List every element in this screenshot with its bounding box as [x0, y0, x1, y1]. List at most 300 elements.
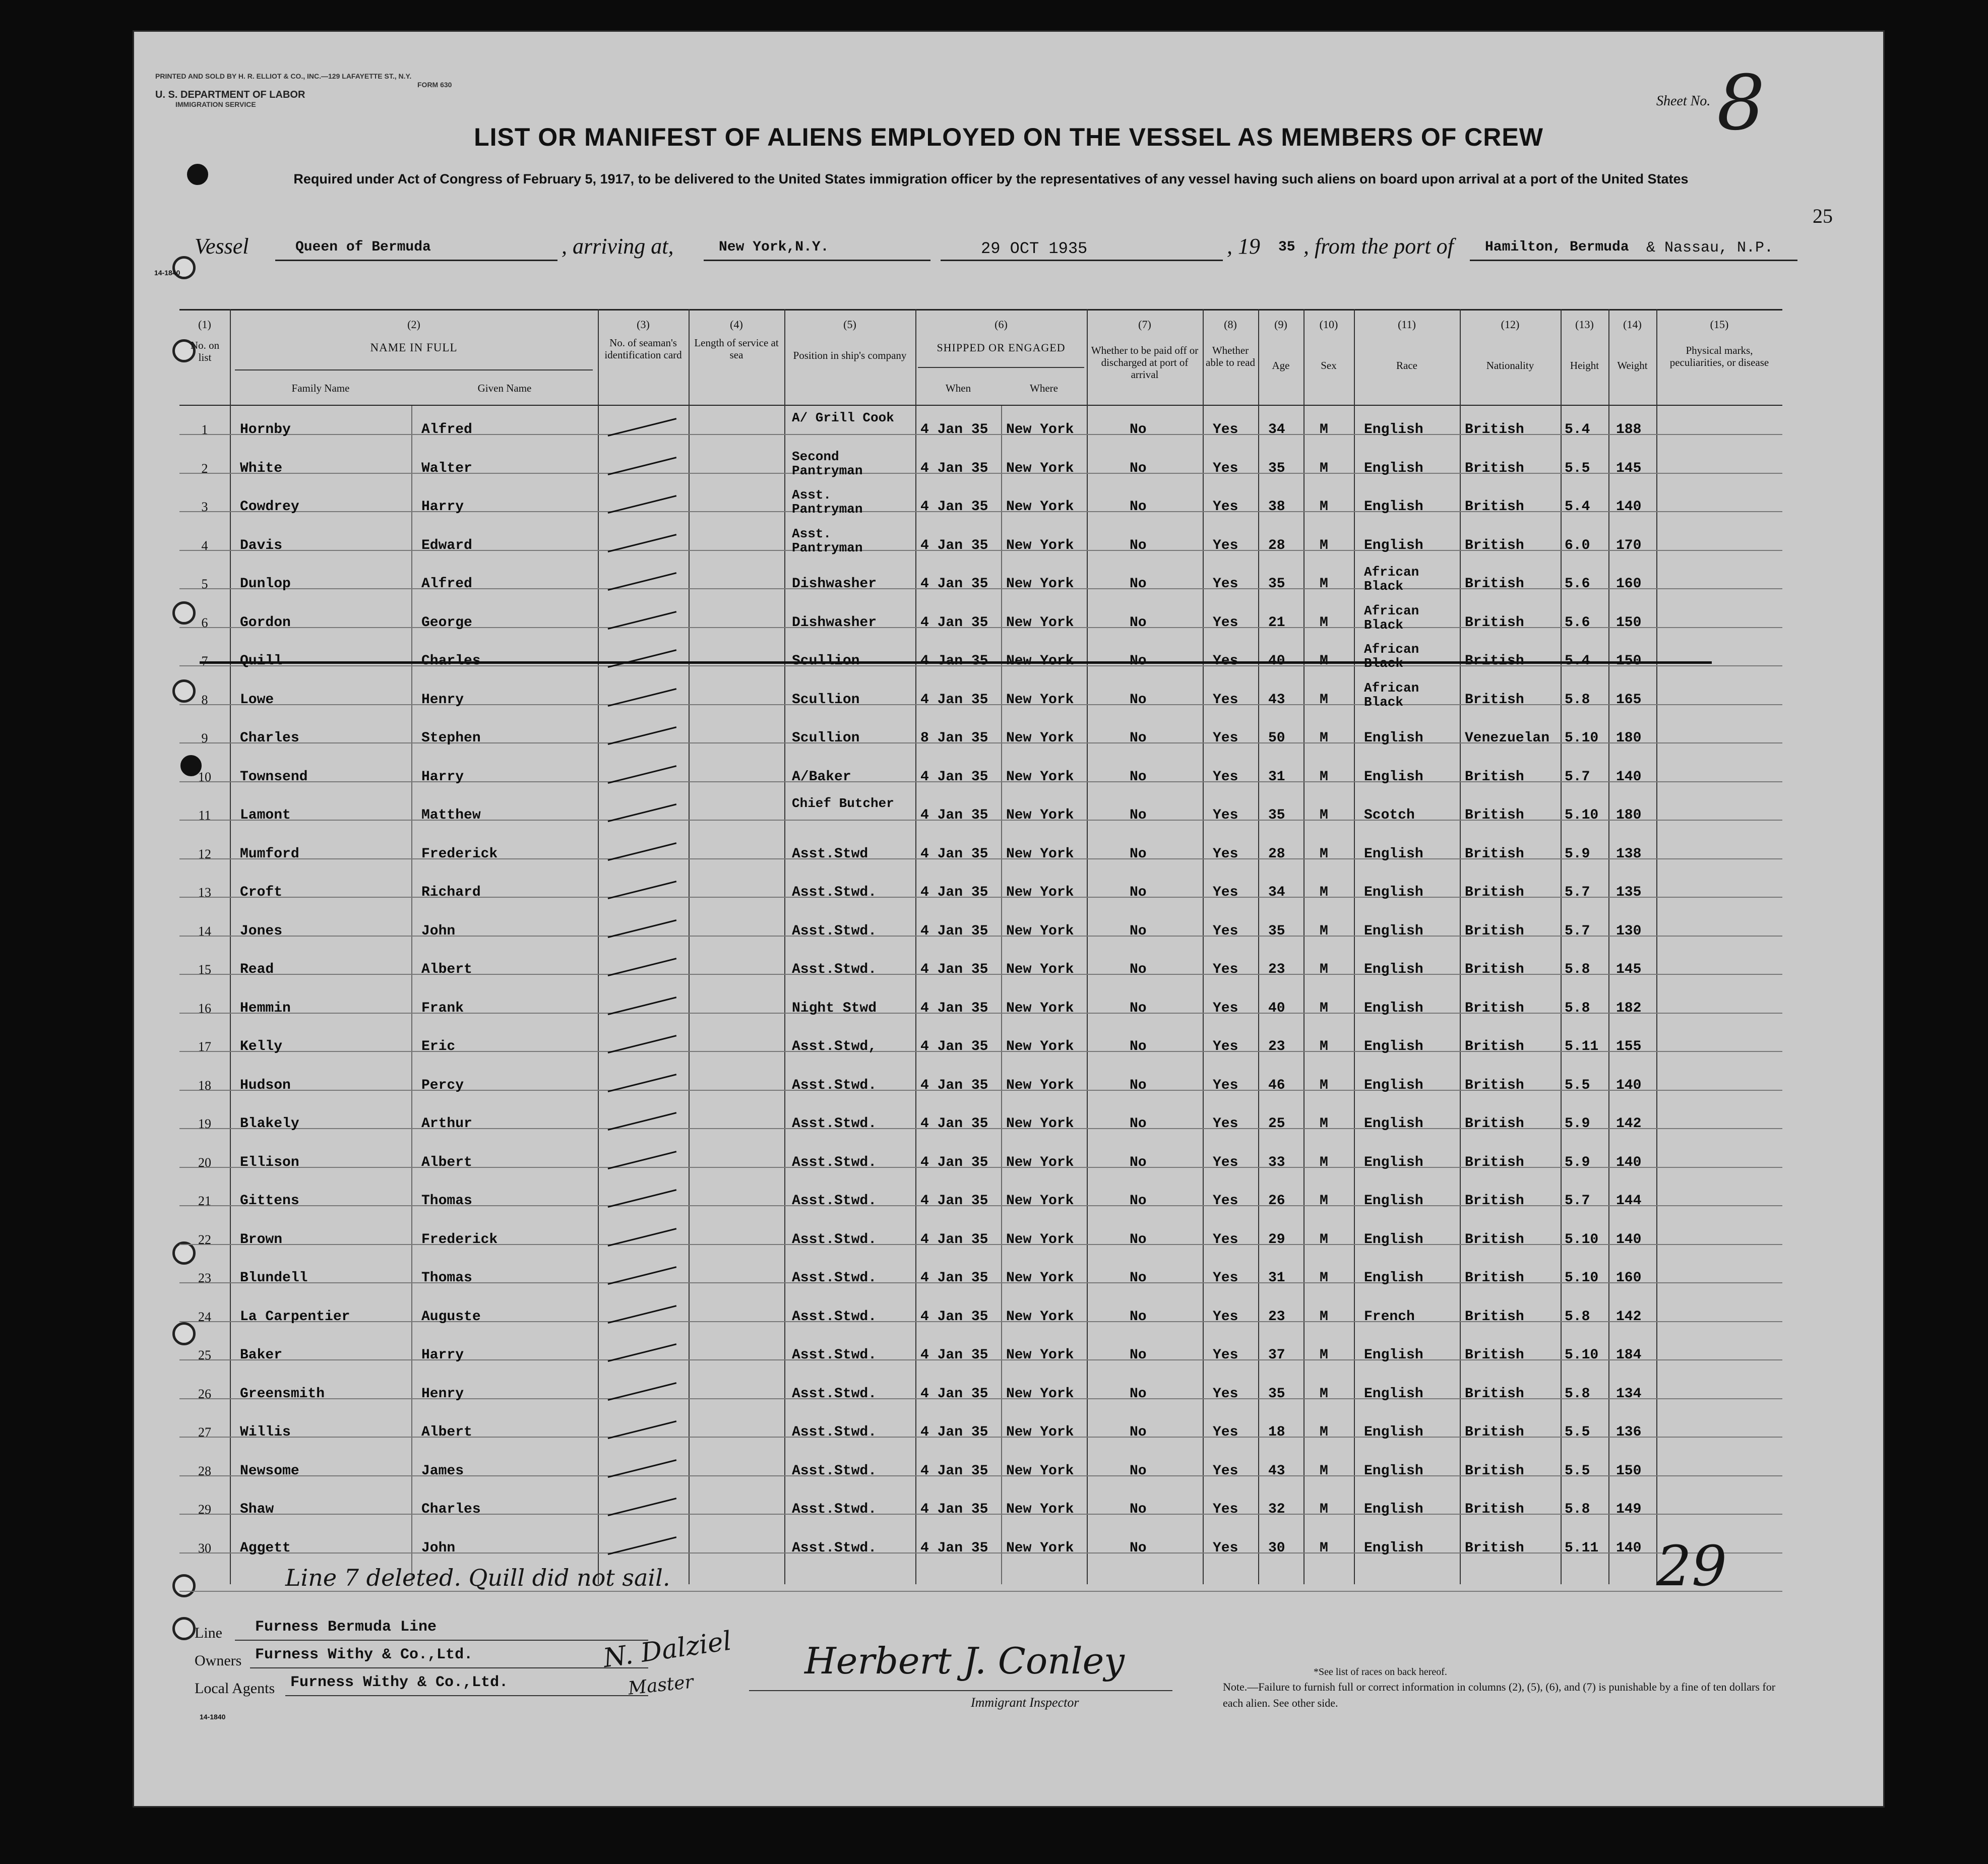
strikethrough-line	[200, 661, 1712, 664]
paid-off-cell: No	[1130, 885, 1147, 900]
shipped-where-cell: New York	[1006, 422, 1074, 438]
header-given-name: Given Name	[477, 382, 532, 394]
able-read-cell: Yes	[1213, 1540, 1238, 1556]
given-name-cell: Edward	[421, 537, 472, 553]
arriving-port: New York,N.Y.	[719, 239, 829, 255]
given-name-cell: Auguste	[421, 1309, 481, 1325]
race-cell: Scotch	[1364, 807, 1415, 823]
header-sex: Sex	[1321, 359, 1337, 371]
shipped-when-cell: 4 Jan 35	[920, 1386, 988, 1402]
row-number: 26	[198, 1386, 211, 1401]
position-cell: Asst.Stwd.	[792, 1231, 877, 1248]
row-number: 16	[198, 1001, 211, 1016]
able-read-cell: Yes	[1213, 885, 1238, 900]
paid-off-cell: No	[1130, 769, 1147, 785]
sex-cell: M	[1320, 460, 1328, 476]
height-cell: 5.9	[1565, 1154, 1590, 1170]
family-name-cell: Dunlop	[240, 576, 291, 592]
row-number: 30	[198, 1540, 211, 1556]
year-label: , 19	[1227, 234, 1260, 259]
height-cell: 5.8	[1565, 1502, 1590, 1517]
height-cell: 5.9	[1565, 1116, 1590, 1132]
height-cell: 5.7	[1565, 769, 1590, 785]
family-name-cell: Mumford	[240, 846, 299, 862]
shipped-where-cell: New York	[1006, 614, 1074, 631]
family-name-cell: Read	[240, 962, 274, 977]
age-cell: 21	[1268, 614, 1285, 631]
age-cell: 18	[1268, 1424, 1285, 1440]
paid-off-cell: No	[1130, 1039, 1147, 1054]
height-cell: 5.10	[1565, 730, 1599, 746]
line-label: Line	[195, 1625, 222, 1641]
able-read-cell: Yes	[1213, 1347, 1238, 1363]
weight-cell: 138	[1616, 846, 1642, 862]
row-number: 18	[198, 1078, 211, 1093]
position-cell: Asst.Stwd.	[792, 885, 877, 900]
nationality-cell: British	[1465, 499, 1524, 515]
race-cell: English	[1364, 1077, 1423, 1093]
given-name-cell: Harry	[421, 1347, 464, 1363]
paid-off-cell: No	[1130, 962, 1147, 977]
position-cell: Asst.Stwd.	[792, 1309, 877, 1325]
sex-cell: M	[1320, 1386, 1328, 1402]
able-read-cell: Yes	[1213, 576, 1238, 592]
master-role: Master	[627, 1671, 695, 1699]
race-cell: English	[1364, 1502, 1423, 1517]
shipped-when-cell: 4 Jan 35	[920, 1540, 988, 1556]
able-read-cell: Yes	[1213, 962, 1238, 977]
sex-cell: M	[1320, 1154, 1328, 1170]
position-cell: Second Pantryman	[792, 449, 863, 478]
weight-cell: 130	[1616, 923, 1642, 939]
age-cell: 31	[1268, 1270, 1285, 1286]
height-cell: 6.0	[1565, 537, 1590, 553]
family-name-cell: Charles	[240, 730, 299, 746]
row-number: 4	[201, 538, 208, 553]
weight-cell: 170	[1616, 537, 1642, 553]
weight-cell: 140	[1616, 1077, 1642, 1093]
shipped-where-cell: New York	[1006, 1386, 1074, 1402]
row-number: 8	[201, 692, 208, 707]
sex-cell: M	[1320, 1193, 1328, 1209]
shipped-where-cell: New York	[1006, 885, 1074, 900]
shipped-when-cell: 4 Jan 35	[920, 460, 988, 476]
shipped-where-cell: New York	[1006, 692, 1074, 708]
age-cell: 43	[1268, 1463, 1285, 1479]
from-port-value: Hamilton, Bermuda	[1485, 239, 1629, 255]
sex-cell: M	[1320, 1347, 1328, 1363]
position-cell: Night Stwd	[792, 1000, 877, 1016]
nationality-cell: British	[1465, 1154, 1524, 1170]
paid-off-cell: No	[1130, 1193, 1147, 1209]
race-cell: English	[1364, 1154, 1423, 1170]
printer-imprint	[155, 72, 452, 109]
age-cell: 35	[1268, 807, 1285, 823]
shipped-where-cell: New York	[1006, 1154, 1074, 1170]
header-no-on-list: No. on list	[190, 339, 220, 363]
shipped-where-cell: New York	[1006, 499, 1074, 515]
family-name-cell: Blundell	[240, 1270, 308, 1286]
position-cell: Asst.Stwd.	[792, 1193, 877, 1209]
given-name-cell: Henry	[421, 692, 464, 708]
sex-cell: M	[1320, 1540, 1328, 1556]
position-cell: Dishwasher	[792, 576, 877, 592]
age-cell: 23	[1268, 1039, 1285, 1054]
nationality-cell: British	[1465, 1077, 1524, 1093]
header-name-in-full: NAME IN FULL	[370, 341, 458, 354]
family-name-cell: Newsome	[240, 1463, 299, 1479]
local-agents-label: Local Agents	[195, 1680, 275, 1697]
paid-off-cell: No	[1130, 537, 1147, 553]
race-cell: African Black	[1364, 680, 1419, 710]
family-name-cell: Aggett	[240, 1540, 291, 1556]
shipped-where-cell: New York	[1006, 537, 1074, 553]
given-name-cell: George	[421, 614, 472, 631]
race-cell: English	[1364, 499, 1423, 515]
sex-cell: M	[1320, 730, 1328, 746]
position-cell: Asst.Stwd.	[792, 962, 877, 977]
height-cell: 5.4	[1565, 422, 1590, 438]
race-cell: African Black	[1364, 603, 1419, 633]
weight-cell: 144	[1616, 1193, 1642, 1209]
row-number: 2	[201, 461, 208, 476]
race-cell: English	[1364, 1424, 1423, 1440]
column-number: (12)	[1501, 318, 1520, 331]
race-cell: English	[1364, 1193, 1423, 1209]
able-read-cell: Yes	[1213, 1424, 1238, 1440]
able-read-cell: Yes	[1213, 1116, 1238, 1132]
column-number: (14)	[1623, 318, 1642, 331]
sheet-number-label: Sheet No.	[1656, 93, 1711, 109]
position-cell: Asst.Stwd	[792, 846, 868, 862]
shipped-where-cell: New York	[1006, 1231, 1074, 1248]
binder-hole	[187, 164, 208, 185]
sex-cell: M	[1320, 537, 1328, 553]
able-read-cell: Yes	[1213, 1193, 1238, 1209]
shipped-when-cell: 4 Jan 35	[920, 422, 988, 438]
height-cell: 5.6	[1565, 614, 1590, 631]
race-cell: English	[1364, 1540, 1423, 1556]
header-nationality: Nationality	[1486, 359, 1534, 371]
nationality-cell: British	[1465, 1540, 1524, 1556]
shipped-where-cell: New York	[1006, 1193, 1074, 1209]
height-cell: 5.11	[1565, 1039, 1599, 1054]
nationality-cell: British	[1465, 1039, 1524, 1054]
form-number: FORM 630	[417, 81, 452, 89]
able-read-cell: Yes	[1213, 730, 1238, 746]
sex-cell: M	[1320, 1116, 1328, 1132]
row-number: 22	[198, 1232, 211, 1247]
sex-cell: M	[1320, 422, 1328, 438]
sex-cell: M	[1320, 846, 1328, 862]
row-number: 5	[201, 577, 208, 591]
given-name-cell: Harry	[421, 499, 464, 515]
header-height: Height	[1570, 359, 1599, 371]
row-number: 27	[198, 1425, 211, 1440]
nationality-cell: British	[1465, 1424, 1524, 1440]
sex-cell: M	[1320, 1270, 1328, 1286]
shipped-when-cell: 4 Jan 35	[920, 1116, 988, 1132]
shipped-when-cell: 4 Jan 35	[920, 1424, 988, 1440]
weight-cell: 145	[1616, 962, 1642, 977]
paid-off-cell: No	[1130, 730, 1147, 746]
height-cell: 5.7	[1565, 1193, 1590, 1209]
given-name-cell: Frank	[421, 1000, 464, 1016]
height-cell: 5.10	[1565, 1347, 1599, 1363]
able-read-cell: Yes	[1213, 923, 1238, 939]
race-cell: English	[1364, 1039, 1423, 1054]
shipped-where-cell: New York	[1006, 962, 1074, 977]
sex-cell: M	[1320, 807, 1328, 823]
race-cell: African Black	[1364, 565, 1419, 594]
height-cell: 5.8	[1565, 692, 1590, 708]
paid-off-cell: No	[1130, 614, 1147, 631]
given-name-cell: John	[421, 1540, 456, 1556]
shipped-when-cell: 4 Jan 35	[920, 1463, 988, 1479]
age-cell: 37	[1268, 1347, 1285, 1363]
sex-cell: M	[1320, 1502, 1328, 1517]
age-cell: 29	[1268, 1231, 1285, 1248]
row-number: 23	[198, 1271, 211, 1285]
position-cell: Asst.Stwd.	[792, 1270, 877, 1286]
shipped-where-cell: New York	[1006, 1077, 1074, 1093]
position-cell: Dishwasher	[792, 614, 877, 631]
shipped-where-cell: New York	[1006, 1347, 1074, 1363]
shipped-where-cell: New York	[1006, 1116, 1074, 1132]
height-cell: 5.7	[1565, 923, 1590, 939]
row-number: 1	[201, 422, 208, 437]
column-number: (8)	[1224, 318, 1237, 331]
vessel-label: Vessel	[195, 234, 249, 259]
header-when: When	[945, 382, 971, 394]
family-name-cell: Townsend	[240, 769, 308, 785]
shipped-when-cell: 4 Jan 35	[920, 1077, 988, 1093]
family-name-cell: Greensmith	[240, 1386, 325, 1402]
paid-off-cell: No	[1130, 1424, 1147, 1440]
column-number: (2)	[407, 318, 420, 331]
able-read-cell: Yes	[1213, 1154, 1238, 1170]
sex-cell: M	[1320, 1000, 1328, 1016]
paid-off-cell: No	[1130, 499, 1147, 515]
weight-cell: 180	[1616, 730, 1642, 746]
nationality-cell: British	[1465, 1193, 1524, 1209]
weight-cell: 160	[1616, 576, 1642, 592]
age-cell: 28	[1268, 537, 1285, 553]
column-number: (10)	[1319, 318, 1338, 331]
given-name-cell: John	[421, 923, 456, 939]
sex-cell: M	[1320, 614, 1328, 631]
sex-cell: M	[1320, 962, 1328, 977]
family-name-cell: Kelly	[240, 1039, 283, 1054]
shipped-when-cell: 4 Jan 35	[920, 1000, 988, 1016]
weight-cell: 165	[1616, 692, 1642, 708]
crew-manifest-table	[179, 274, 1782, 1625]
able-read-cell: Yes	[1213, 1077, 1238, 1093]
shipped-when-cell: 4 Jan 35	[920, 614, 988, 631]
age-cell: 26	[1268, 1193, 1285, 1209]
given-name-cell: Richard	[421, 885, 481, 900]
column-number: (4)	[730, 318, 743, 331]
weight-cell: 188	[1616, 422, 1642, 438]
race-cell: English	[1364, 422, 1423, 438]
age-cell: 38	[1268, 499, 1285, 515]
nationality-cell: British	[1465, 885, 1524, 900]
master-signature: N. Dalziel	[601, 1626, 733, 1674]
paid-off-cell: No	[1130, 1463, 1147, 1479]
column-number: (6)	[995, 318, 1008, 331]
given-name-cell: Arthur	[421, 1116, 472, 1132]
able-read-cell: Yes	[1213, 614, 1238, 631]
sex-cell: M	[1320, 923, 1328, 939]
family-name-cell: Lamont	[240, 807, 291, 823]
weight-cell: 142	[1616, 1309, 1642, 1325]
from-port-label: , from the port of	[1303, 234, 1454, 259]
paid-off-cell: No	[1130, 1154, 1147, 1170]
age-cell: 34	[1268, 422, 1285, 438]
age-cell: 33	[1268, 1154, 1285, 1170]
row-number: 24	[198, 1309, 211, 1324]
given-name-cell: Frederick	[421, 846, 498, 862]
position-cell: Asst. Pantryman	[792, 526, 863, 555]
family-name-cell: Blakely	[240, 1116, 299, 1132]
weight-cell: 136	[1616, 1424, 1642, 1440]
column-number: (7)	[1138, 318, 1151, 331]
height-cell: 5.5	[1565, 1077, 1590, 1093]
shipped-when-cell: 4 Jan 35	[920, 962, 988, 977]
shipped-when-cell: 4 Jan 35	[920, 846, 988, 862]
height-cell: 5.5	[1565, 1424, 1590, 1440]
shipped-when-cell: 4 Jan 35	[920, 692, 988, 708]
given-name-cell: Albert	[421, 1424, 472, 1440]
paid-off-cell: No	[1130, 1270, 1147, 1286]
row-number: 15	[198, 962, 211, 977]
family-name-cell: Hudson	[240, 1077, 291, 1093]
race-cell: English	[1364, 730, 1423, 746]
weight-cell: 184	[1616, 1347, 1642, 1363]
header-where: Where	[1030, 382, 1058, 394]
inspector-signature: Herbert J. Conley	[804, 1640, 1125, 1682]
given-name-cell: Harry	[421, 769, 464, 785]
position-cell: A/Baker	[792, 769, 851, 785]
paid-off-cell: No	[1130, 1347, 1147, 1363]
able-read-cell: Yes	[1213, 1386, 1238, 1402]
position-cell: Asst.Stwd.	[792, 1077, 877, 1093]
race-cell: African	[1364, 642, 1419, 657]
arriving-label: , arriving at,	[562, 234, 674, 259]
nationality-cell: British	[1465, 1386, 1524, 1402]
family-name-cell: Shaw	[240, 1502, 274, 1517]
race-cell: English	[1364, 1270, 1423, 1286]
sex-cell: M	[1320, 692, 1328, 708]
inspector-label: Immigrant Inspector	[971, 1695, 1079, 1710]
paid-off-cell: No	[1130, 1309, 1147, 1325]
row-number: 12	[198, 846, 211, 861]
sex-cell: M	[1320, 1039, 1328, 1054]
able-read-cell: Yes	[1213, 769, 1238, 785]
race-cell: English	[1364, 1463, 1423, 1479]
height-cell: 5.4	[1565, 499, 1590, 515]
header-able-read: Whether able to read	[1206, 344, 1255, 368]
able-read-cell: Yes	[1213, 499, 1238, 515]
column-number: (9)	[1274, 318, 1287, 331]
shipped-where-cell: New York	[1006, 576, 1074, 592]
races-note: *See list of races on back hereof.	[1314, 1666, 1447, 1677]
able-read-cell: Yes	[1213, 537, 1238, 553]
deletion-note: Line 7 deleted. Quill did not sail.	[285, 1564, 670, 1591]
family-name-cell: La Carpentier	[240, 1309, 350, 1325]
height-cell: 5.7	[1565, 885, 1590, 900]
age-cell: 40	[1268, 1000, 1285, 1016]
shipped-where-cell: New York	[1006, 1502, 1074, 1517]
age-cell: 43	[1268, 692, 1285, 708]
family-name-cell: Gordon	[240, 614, 291, 631]
shipped-where-cell: New York	[1006, 1309, 1074, 1325]
shipped-where-cell: New York	[1006, 1039, 1074, 1054]
shipped-when-cell: 8 Jan 35	[920, 730, 988, 746]
position-cell: Asst. Pantryman	[792, 487, 863, 517]
race-cell: English	[1364, 1116, 1423, 1132]
age-cell: 23	[1268, 962, 1285, 977]
paid-off-cell: No	[1130, 923, 1147, 939]
row-number: 17	[198, 1039, 211, 1054]
shipped-where-cell: New York	[1006, 1000, 1074, 1016]
family-name-cell: Gittens	[240, 1193, 299, 1209]
sex-cell: M	[1320, 885, 1328, 900]
sex-cell: M	[1320, 1309, 1328, 1325]
column-number: (11)	[1398, 318, 1416, 331]
height-cell: 5.5	[1565, 1463, 1590, 1479]
owners-value: Furness Withy & Co.,Ltd.	[255, 1646, 473, 1663]
nationality-cell: British	[1465, 1231, 1524, 1248]
position-cell: A/ Grill Cook	[792, 410, 894, 425]
family-name-cell: Willis	[240, 1424, 291, 1440]
paid-off-cell: No	[1130, 1502, 1147, 1517]
header-shipped-engaged: SHIPPED OR ENGAGED	[937, 341, 1066, 354]
shipped-when-cell: 4 Jan 35	[920, 1347, 988, 1363]
sheet-number-value: 8	[1717, 59, 1765, 147]
given-name-cell: Stephen	[421, 730, 481, 746]
shipped-where-cell: New York	[1006, 1270, 1074, 1286]
position-cell: Asst.Stwd.	[792, 1116, 877, 1132]
column-number: (13)	[1575, 318, 1594, 331]
paid-off-cell: No	[1130, 846, 1147, 862]
column-number: (15)	[1710, 318, 1729, 331]
weight-cell: 142	[1616, 1116, 1642, 1132]
height-cell: 5.8	[1565, 962, 1590, 977]
printer-line: PRINTED AND SOLD BY H. R. ELLIOT & CO., INC.—129 LAFAYETTE ST., N.Y.	[155, 72, 412, 80]
age-cell: 25	[1268, 1116, 1285, 1132]
age-cell: 35	[1268, 923, 1285, 939]
age-cell: 50	[1268, 730, 1285, 746]
shipped-when-cell: 4 Jan 35	[920, 576, 988, 592]
able-read-cell: Yes	[1213, 1502, 1238, 1517]
shipped-when-cell: 4 Jan 35	[920, 923, 988, 939]
row-number: 6	[201, 615, 208, 630]
height-cell: 5.10	[1565, 1270, 1599, 1286]
from-port-extra: & Nassau, N.P.	[1646, 239, 1774, 257]
nationality-cell: British	[1465, 576, 1524, 592]
nationality-cell: British	[1465, 1116, 1524, 1132]
given-name-cell: Albert	[421, 1154, 472, 1170]
nationality-cell: British	[1465, 769, 1524, 785]
given-name-cell: Thomas	[421, 1270, 472, 1286]
position-cell: Chief Butcher	[792, 796, 894, 811]
row-number: 13	[198, 885, 211, 900]
able-read-cell: Yes	[1213, 1270, 1238, 1286]
nationality-cell: British	[1465, 923, 1524, 939]
sex-cell: M	[1320, 1231, 1328, 1248]
given-name-cell: Henry	[421, 1386, 464, 1402]
